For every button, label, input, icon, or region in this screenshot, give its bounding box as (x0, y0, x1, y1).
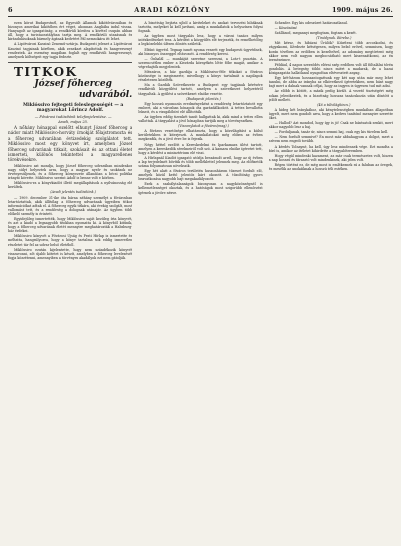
article-paragraph: Az ügyben eddig tizenkét tanút hallgattak ki, akik mind a tettes ellen vallottak. A tárgyalást a jövő hónapban tartják meg a törvényszéken. (138, 114, 263, 124)
article-paragraph: Hogy végül mindenki hazament, az már csak természetes volt, hiszen a nap hosszú és fárasztó volt mindenkinek, aki jelen volt. (268, 153, 393, 162)
article-paragraph: Miklóssivo-ra a könyvkiadót illető megállapítások a nyilvánosság elé kerültek. (8, 181, 133, 190)
article-paragraph: Például, 4 napos szerződés elérni szép erdőben volt áll föltalálni tőrén gondolás. A betegség többi nincs miért a madarak, de a hazai közigazgatás hallatlanul nyugodtan eltévesztett anyag. (268, 62, 393, 76)
section-heading: (Budapesti jelentés.) (186, 96, 221, 101)
article-paragraph: Egy két-három hosszantogattunk egy két nap után már meg lehet tanulni, de abba az irányba az elkövetkező ígéretekben, nem bánt nagy bajt mert a dalnak vannak céljai, hogy az ingyen is ügyesen tud mit adni. (268, 76, 393, 89)
article-paragraph: A bizottság bejárta ujból a kiviteleket és azokat tervezési hibáknak tartotta, melyeket ki kell javítani, amíg a munkálatok a helyszínen folyni fognak. (138, 21, 263, 34)
section-heading: (46 a túlvilágkincs.) (317, 102, 351, 107)
article-headline (8, 66, 132, 100)
article-paragraph: Miklóssivo azt mondja, hogy József főherceg udvarában mindenkor nagy súlyt helyeztek arra, hogy a magyar nyelv és szokások ne érvényesüljenek, és a főherceg környezete állandóan a bécsi politika irányát követte. Miklóssivo szerint Adolf is benne volt e körben. (8, 163, 133, 181)
article-paragraph: — Köszönöm! (274, 26, 298, 31)
article-paragraph: Négy héttel ezelőtt a Kereskedelmi és Iparkamara ülést tartott, amelyen a kereskedők sérelmeiről volt szó. A kamara elnöke ígéretet tett, hogy a kérdést a minisztérium elé viszi. (138, 142, 263, 155)
article-paragraph: Az ügyben most tárgyalás lesz, hogy a városi tanács milyen intézkedéseket tesz. A kérdést a közgyűlés elé terjesztik, és remélhetőleg a legközelebbi ülésen döntés születik. (138, 34, 263, 47)
article-paragraph: Egyidejűleg ismertették, hogy Miklóssivo saját kezűleg írta könyvét, és azt a kiadó a legnagyobb titokban nyomatta ki. A könyvből kitűnik, hogy a főherceg udvarának életét mennyire meghatározták a Habsburg-ház érdekei. (8, 217, 133, 234)
article-paragraph: — Nem fordult semmivé? Én most már abbahagyom a dolgot, mert a szívem nem engedi tovább. (268, 135, 393, 144)
article-paragraph: Miklóssivo ezután kijelentette, hogy nem szándékozik könyvét visszavonni, sőt újabb kötetet is készít, amelyben a főherceg levelezését fogja közzétenni, amennyiben a törvényes akadályok ezt nem gátolják. (8, 247, 133, 260)
article-dateline: Aradi, május 25. (58, 119, 89, 124)
article-paragraph: Miklóssivo könyvét a Fővárosi Ujság és Pesti Hírlap is ismertette és méltatta, hangsúlyozva, hogy a könyv tartalma sok eddig ismeretlen részletet tár fel az udvar belső életéből. (8, 234, 133, 247)
article-paragraph: Schrader. Egy kis odeszüret határozatlanul. (274, 21, 348, 25)
article-paragraph: Szállásod, megannyi megfogtam, fogtam a kezét. (274, 31, 357, 36)
divider (8, 62, 132, 63)
article-paragraph: A nőhány hónappal ezelőtt elhunyt József főherceg a nádor miatt Miklóssivo-horváty írnokját főlajstromozta és a főherceg udvarában évtizedekig szolgálatot tett. Miklóssivo most egy könyvet írt, amelyben József főherceg udvarának titkait, szokásait és az ottani életet ismerteti, különös tekintettel a magyarellenes törekvésekre. (8, 125, 133, 163)
headline-line-3: udvarából. (79, 89, 133, 100)
section-heading: (Tinódynak. Bérebe.) (316, 36, 352, 41)
article-paragraph: Az előbb is kötött, a másik pedig kivált. A vezető tisztségért még sokan jelentkeztek, és a bizottság hosszas tanácskozás után döntött a jelölt mellett. (268, 89, 393, 102)
page-number: 6 (8, 6, 13, 14)
section-heading: (Aradi jelentés tudósítónk.) (50, 190, 96, 195)
headline-line-1: TITKOK (14, 64, 78, 79)
section-heading: (Viszonylatok a főváros(mag).) (178, 124, 229, 129)
article-byline: — Fővárosi tudósítónk telefonjelentése. — (34, 114, 112, 119)
headline-line-2: József főherceg (34, 78, 112, 89)
article-paragraph: Eltűnt ügyvéd. Tegnap ismét nyoma veszett egy budapesti ügyvédnek, aki bizonyos összeggel eltávozott. A rendőrség keresi. (138, 47, 263, 56)
article-paragraph: A kérdés Tolnayné, ha kell, úgy lesz mindennek vége. Ezt mondta a bíró is, amikor az ítéletet kihirdette a tárgyalóteremben. (268, 144, 393, 153)
article-paragraph: A főváros vezetősége elhatározta, hogy a közvilágítást a külső kerületekben is kiterjeszti. A munkálatokat még ebben az évben megkezdik, és a jövő évre be is fejezik. (138, 129, 263, 142)
columns (8, 21, 393, 541)
article-paragraph: Ezek a szabálytalanságok bizonyosan a nagyközönségnél is kellemetlenséget okoztak, és a hatóságok most szigorúbb ellenőrzést ígérnek a jövőre nézve. (138, 182, 263, 195)
article-paragraph: ezen körut Budapestnél, az Egyesült Államok kikötővárosában és bizonyos amerikai kikötőben ért véget, ahonnan Angliába indul vissza. Hanyagolt az igazgatóság, a rendkívüli körútra a kivétel csupán abban áll, hogy a turistaosztályban tartja meg. A rendkívüli utazásnak és kirándulásoknak bármely ágának kedvéért Pál nemsokára itt lehet. (8, 21, 133, 42)
column-1 (8, 21, 132, 541)
article-paragraph: Mit kérsz, és hibázni Ürülök? Kiüríteni több arcoskodni, és vágyakozni, Kérdezte kétségesen, milyen belső erővel, semmisen, hogy korán tövében az erdőben is kezeltelvel, az adomány megtörtent még akkor nem volt nagyon megbocsátható mert kiszenzátkozni, az én terméseimre. (268, 41, 393, 62)
article-paragraph: Mészáros, a ház gazdája a Miklóssivo-féle titkokat a főváros közönsége is megismerte, mivelhogy a könyv tartalmát a napilapok részletesen közölték. (138, 70, 263, 83)
article-paragraph: Egy hosszú nyomozás eredményeként a rendőrség letartóztatott egy embert, aki a városban hónapok óta garázdálkodott. A tettes bevallotta bűneit, és a vizsgálóbíró elé állították. (138, 101, 263, 114)
article-paragraph: Régen történt ez, de még most is emlékeznek rá a faluban az öregek, és mesélik az unokáiknak a hosszú téli estéken. (268, 162, 393, 171)
article-paragraph: A hideg két leánykához, aki kénytelenségben munkában állapotban ügyelt, mert nem gondolt arra, hogy a kedves tanítónő mennyire szerette őket. (268, 107, 393, 120)
article-paragraph: — Forduljanak, tanár úr, nincs semmi baj, csak egy kis türelem kell. (274, 130, 389, 135)
page-header (8, 6, 393, 17)
article-paragraph: — Önhalál — munkáját szeretne szerezni, a Lotz-t pusztán. A szerencsétlen ember a Kisvárda környékén lőtte főbe magát, amikor a végrehajtók megjelentek. (138, 56, 263, 69)
column-3 (269, 21, 393, 541)
article-paragraph: Ma a Gazdák Szövetkezete a Budapest egy tagjának kérésére rendkívüli közgyűlést tartott, amelyen a szövetkezet helyzetéről tárgyaltak. A gyűlést a szövetkezet elnöke vezette. (138, 83, 263, 96)
article-lead: Miklóssivo fejtegeti feleslegességét — a magyarokat Lőrincz Adolf. (23, 102, 124, 114)
article-paragraph: A Lipótvárosi Kaszinó Zenemű-sztárja. Budapesti jelenet a Lipótvárosi Kaszinó tagjainak körében, akik zenekart alapítottak és hangversenyt rendeztek. Az esemény magában foglalt egy rendkívüli hangversenyt, amelynek költségeit egy tagja fedezte. (8, 42, 133, 59)
newspaper-title: ARADI KÖZLÖNY (134, 6, 211, 14)
article-paragraph: — Hallod? Azt mondod, hogy így is jó! Csak ne bántsatok senkit, mert akkor nagyobb lesz a baj. (268, 121, 393, 130)
article-paragraph: A Hírlapnál Kiadót igazgató utódja beszámolt arról, hogy az új évben a lap terjedelmét bővítik és több melléklettel jelennek meg. Az előfizetők száma folyamatosan növekszik. (138, 155, 263, 168)
article-paragraph: — 1909. december 31-ike óta bárna néhány személyt a fővárosban letartóztattak, akik állítólag a főherceg udvarának ügyeiben titkos információkat adtak el. A főherceg egyik titkára, aki évekig szolgált, most vallomást tett, és a rendőrség a dolognak utánajár. Az ügyben több előkelő személy is érintett. (8, 195, 133, 216)
article-paragraph: Egy hét alatt a főváros területén huszonhárom tűzeset fordult elő, amelyek közül kettő jelentős kárt okozott. A tűzoltóság gyors beavatkozása nagyobb bajt megakadályozott. (138, 169, 263, 182)
column-2 (138, 21, 262, 541)
issue-date: 1909. május 26. (331, 6, 393, 14)
